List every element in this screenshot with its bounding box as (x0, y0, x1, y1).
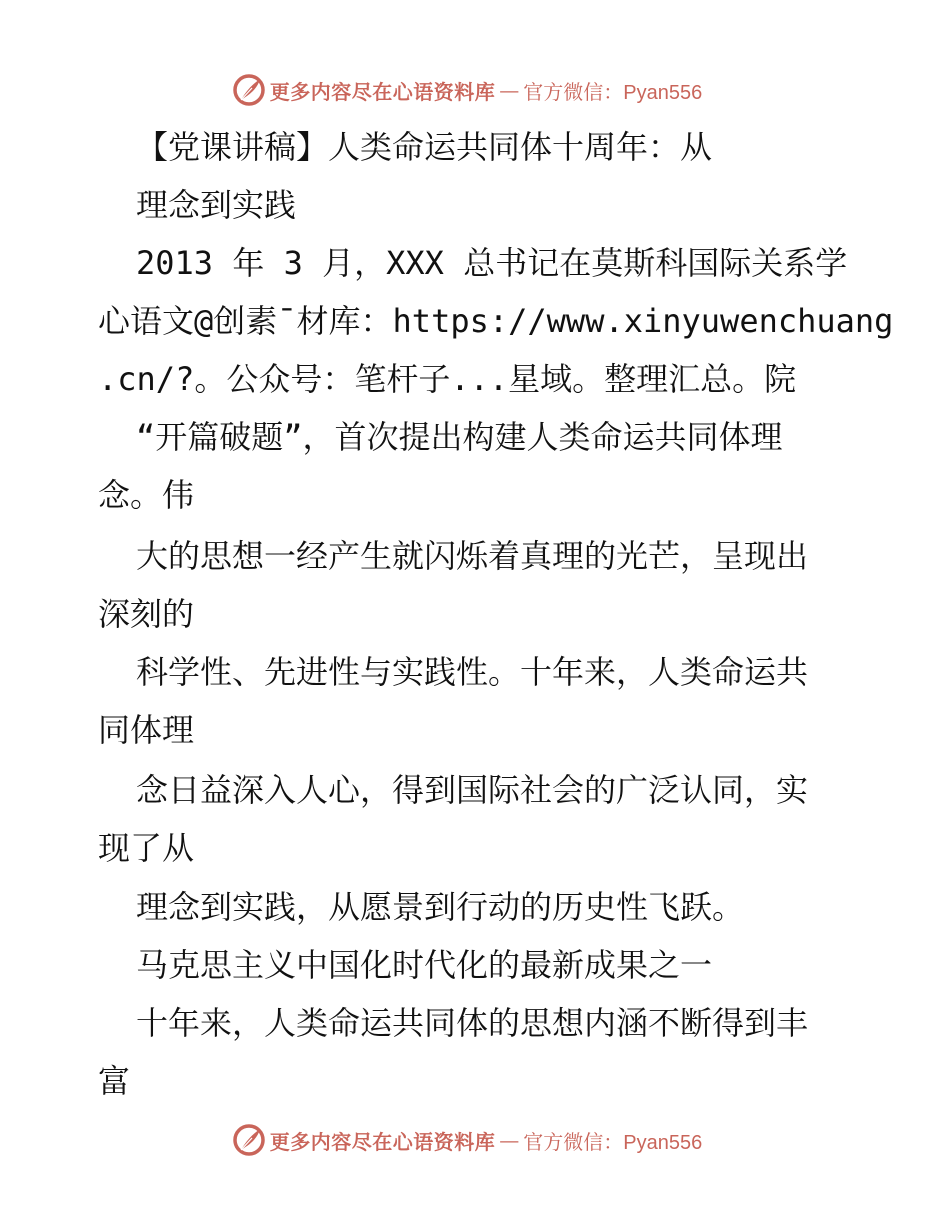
footer-banner (0, 1120, 950, 1160)
document-title-line: 【党课讲稿】人类命运共同体十周年：从 (136, 128, 713, 166)
banner-separator: — (499, 78, 520, 102)
paragraph-line: 同体理 (98, 711, 195, 749)
paragraph-line: 深刻的 (98, 595, 195, 633)
paragraph-line: 理念到实践，从愿景到行动的历史性飞跃。 (136, 888, 745, 926)
quill-logo-icon (232, 1123, 266, 1157)
paragraph-line: 科学性、先进性与实践性。十年来，人类命运共 (136, 653, 809, 691)
paragraph-line: .cn/?。公众号：笔杆子...星域。整理汇总。院 (98, 360, 797, 398)
banner-slogan: 更多内容尽在心语资料库 (269, 1129, 496, 1154)
paragraph-line: 十年来，人类命运共同体的思想内涵不断得到丰 (136, 1004, 809, 1042)
header-banner-content (232, 73, 702, 107)
document-title-line: 理念到实践 (136, 186, 297, 224)
footer-banner-content (232, 1123, 702, 1157)
header-banner (0, 70, 950, 110)
quill-logo-icon (232, 73, 266, 107)
paragraph-line: 念。伟 (98, 476, 195, 514)
banner-contact: 官方微信：Pyan556 (523, 81, 703, 104)
paragraph-line: 大的思想一经产生就闪烁着真理的光芒，呈现出 (136, 537, 809, 575)
paragraph-line: 2013 年 3 月，XXX 总书记在莫斯科国际关系学 (136, 244, 848, 282)
paragraph-line: 念日益深入人心，得到国际社会的广泛认同，实 (136, 771, 809, 809)
paragraph-line: 马克思主义中国化时代化的最新成果之一 (136, 946, 713, 984)
banner-separator: — (499, 1128, 520, 1152)
paragraph-line: “开篇破题”，首次提出构建人类命运共同体理 (136, 418, 783, 456)
paragraph-line: 心语文@创素¯材库：https://www.xinyuwenchuang (98, 302, 894, 340)
paragraph-line: 现了从 (98, 829, 195, 867)
banner-slogan: 更多内容尽在心语资料库 (269, 79, 496, 104)
paragraph-line: 富 (98, 1062, 131, 1100)
banner-contact: 官方微信：Pyan556 (523, 1131, 703, 1154)
